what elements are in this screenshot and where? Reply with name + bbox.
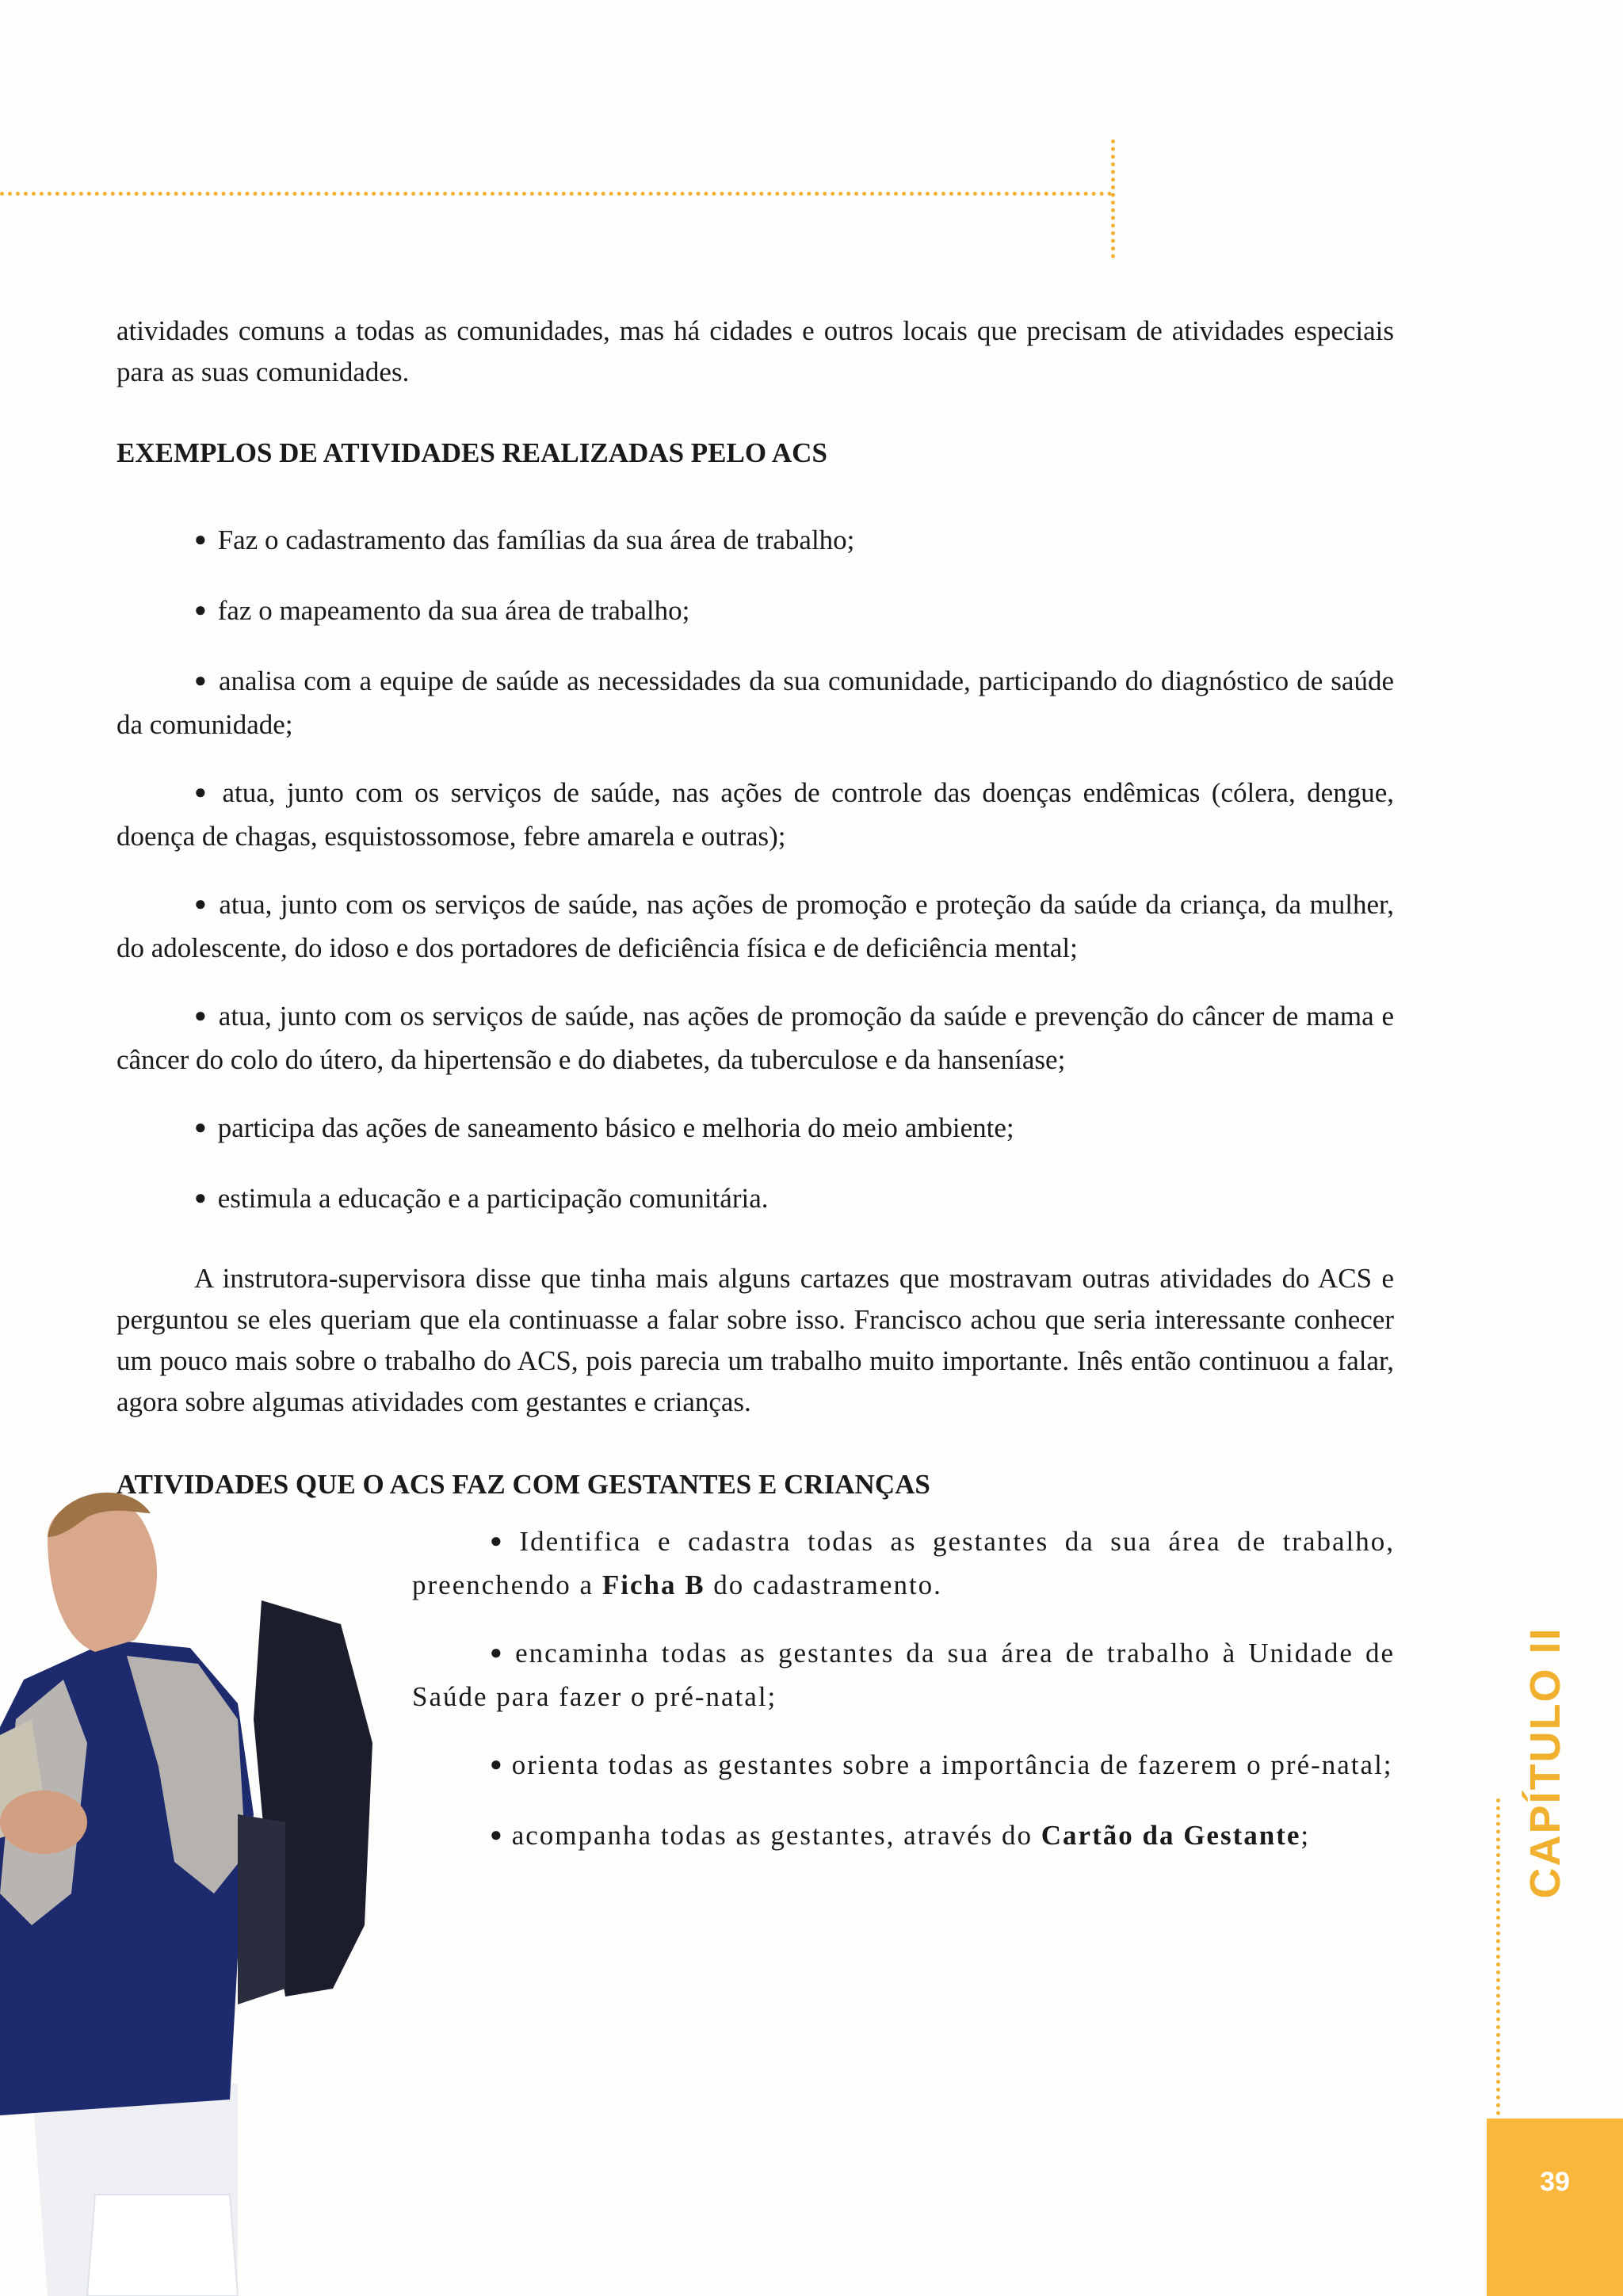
narrative-paragraph: A instrutora-supervisora disse que tinha mais alguns cartazes que mostravam outras atividades do ACS e perguntou se eles queriam que ela continuasse a falar sobre isso. Francisco achou que seria interessante conhecer um pouco mais sobre o trabalho do ACS, pois parecia um trabalho muito importante. Inês então continuou a falar, agora sobre algumas atividades com gestantes e crianças. xyxy=(116,1263,1394,1417)
top-dotted-vertical-rule xyxy=(1111,139,1115,258)
list-item: ● orienta todas as gestantes sobre a importância de fazerem o pré-natal; xyxy=(490,1749,1393,1780)
list-item: ● atua, junto com os serviços de saúde, nas ações de promoção da saúde e prevenção do câncer de mama e câncer do colo do útero, da hipertensão e do diabetes, da tuberculose e da hanseníase; xyxy=(116,1001,1394,1075)
list-item: ● atua, junto com os serviços de saúde, nas ações de promoção e proteção da saúde da criança, da mulher, do adolescente, do idoso e dos portadores de deficiência física e de deficiência mental; xyxy=(116,889,1394,963)
student-with-backpack-photo xyxy=(0,1482,412,2296)
list-item: ● Faz o cadastramento das famílias da sua área de trabalho; xyxy=(194,524,855,555)
top-dotted-rule xyxy=(0,192,1113,196)
list-item: ● estimula a educação e a participação comunitária. xyxy=(194,1183,769,1214)
bullet-icon: ● xyxy=(194,1186,207,1209)
section2-list xyxy=(412,1521,1395,1886)
bullet-icon: ● xyxy=(194,669,208,692)
page-number: 39 xyxy=(1540,2167,1570,2197)
bullet-icon: ● xyxy=(490,1641,508,1664)
bullet-icon: ● xyxy=(490,1529,512,1552)
bullet-icon: ● xyxy=(194,892,208,915)
page-content xyxy=(116,311,1394,1532)
intro-paragraph: atividades comuns a todas as comunidades, mas há cidades e outros locais que precisam de atividades especiais para as suas comunidades. xyxy=(116,315,1394,387)
bullet-icon: ● xyxy=(194,598,207,621)
bullet-icon: ● xyxy=(490,1753,504,1775)
bullet-icon: ● xyxy=(194,1116,207,1138)
page-number-tab xyxy=(1487,2119,1623,2296)
side-dotted-rule xyxy=(1496,1798,1500,2115)
section2-heading: ATIVIDADES QUE O ACS FAZ COM GESTANTES E CRIANÇAS xyxy=(116,1469,930,1500)
list-item: ● analisa com a equipe de saúde as necessidades da sua comunidade, participando do diagnóstico de saúde da comunidade; xyxy=(116,666,1394,740)
list-item: ● participa das ações de saneamento básico e melhoria do meio ambiente; xyxy=(194,1112,1014,1143)
bullet-icon: ● xyxy=(194,780,212,803)
chapter-label: CAPÍTULO II xyxy=(1522,1627,1569,1899)
list-item: ● faz o mapeamento da sua área de trabalho; xyxy=(194,595,690,626)
list-item: ● Identifica e cadastra todas as gestantes da sua área de trabalho, preenchendo a Ficha B do cadastramento. xyxy=(412,1526,1395,1600)
section1-list xyxy=(116,520,1394,1222)
list-item: ● acompanha todas as gestantes, através do Cartão da Gestante; xyxy=(490,1820,1311,1851)
list-item: ● atua, junto com os serviços de saúde, nas ações de controle das doenças endêmicas (cólera, dengue, doença de chagas, esquistossomose, febre amarela e outras); xyxy=(116,777,1394,852)
list-item: ● encaminha todas as gestantes da sua área de trabalho à Unidade de Saúde para fazer o pré-natal; xyxy=(412,1638,1395,1712)
bullet-icon: ● xyxy=(194,528,207,551)
bullet-icon: ● xyxy=(490,1823,504,1846)
section1-heading: EXEMPLOS DE ATIVIDADES REALIZADAS PELO ACS xyxy=(116,437,827,468)
bullet-icon: ● xyxy=(194,1004,208,1027)
